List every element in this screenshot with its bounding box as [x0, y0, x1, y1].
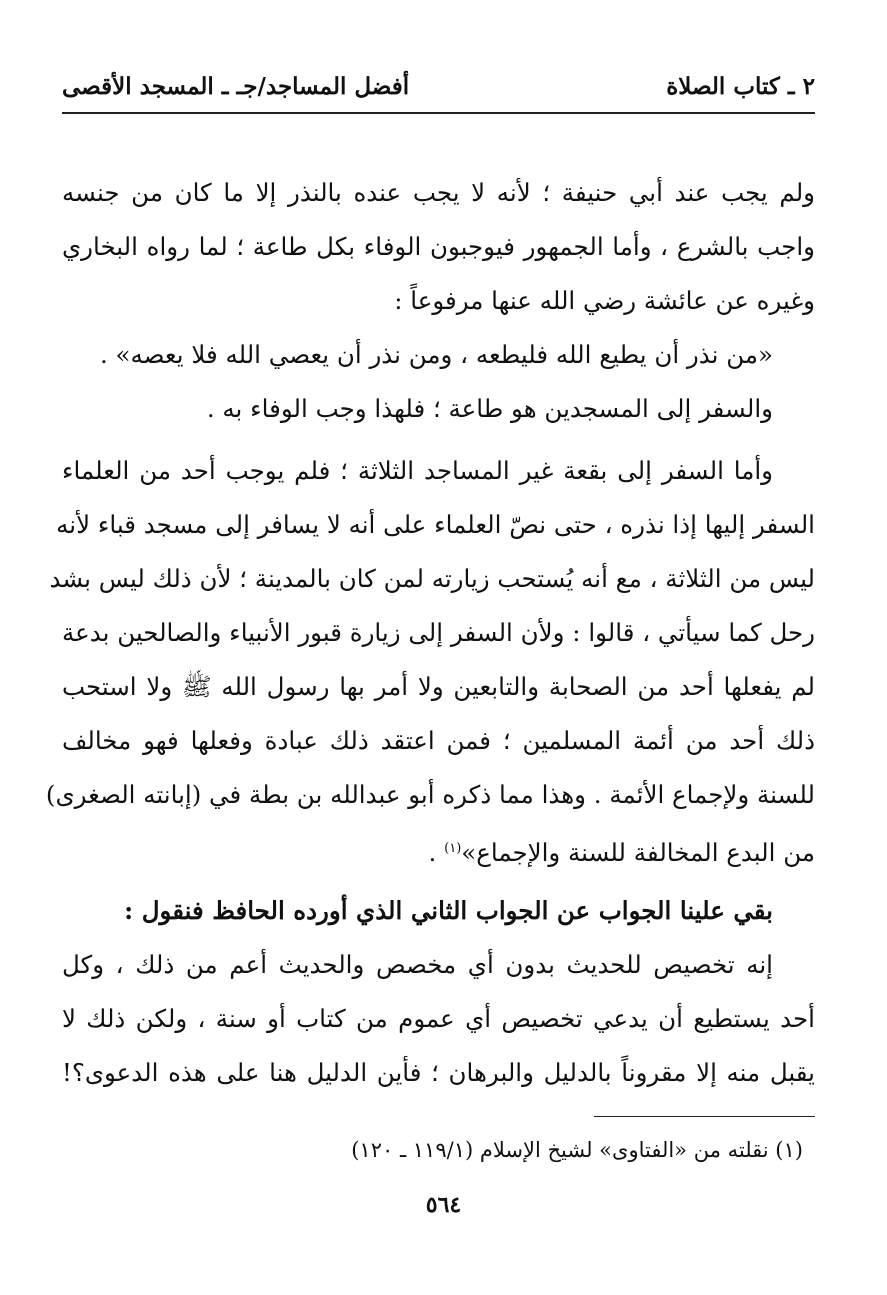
text-segment: . — [428, 838, 445, 868]
chapter-title: ٢ ـ كتاب الصلاة — [666, 72, 815, 100]
text-line: السفر إليها إذا نذره ، حتى نصّ العلماء على أنه لا يسافر إلى مسجد قباء لأنه — [56, 510, 815, 539]
footnote-ref: (١) — [444, 841, 462, 856]
text-line: ذلك أحد من أئمة المسلمين ؛ فمن اعتقد ذلك عبادة وفعلها فهو مخالف — [62, 726, 815, 755]
text-line: وأما السفر إلى بقعة غير المساجد الثلاثة ؛ فلم يوجب أحد من العلماء — [62, 456, 773, 485]
page-number: ٥٦٤ — [425, 1192, 462, 1218]
text-line: ولم يجب عند أبي حنيفة ؛ لأنه لا يجب عنده بالنذر إلا ما كان من جنسه — [62, 178, 815, 207]
main-text — [45, 166, 815, 1100]
footnote-divider — [594, 1116, 815, 1117]
text-line: ليس من الثلاثة ، مع أنه يُستحب زيارته لمن كان بالمدينة ؛ لأن ذلك ليس بشد — [49, 564, 815, 593]
text-line: إنه تخصيص للحديث بدون أي مخصص والحديث أعم من ذلك ، وكل — [62, 950, 773, 979]
running-header — [62, 64, 815, 108]
text-line: لم يفعلها أحد من الصحابة والتابعين ولا أمر بها رسول الله ﷺ ولا استحب — [62, 672, 815, 701]
text-line: والسفر إلى المسجدين هو طاعة ؛ فلهذا وجب الوفاء به . — [206, 394, 773, 423]
header-divider — [62, 112, 815, 114]
text-line: أحد يستطيع أن يدعي تخصيص أي عموم من كتاب أو سنة ، ولكن ذلك لا — [62, 1004, 815, 1033]
text-line: رحل كما سيأتي ، قالوا : ولأن السفر إلى زيارة قبور الأنبياء والصالحين بدعة — [62, 618, 815, 647]
text-line: وغيره عن عائشة رضي الله عنها مرفوعاً : — [394, 286, 815, 315]
text-line: للسنة ولإجماع الأئمة . وهذا مما ذكره أبو عبدالله بن بطة في (إبانته الصغرى) — [45, 780, 815, 809]
section-heading: بقي علينا الجواب عن الجواب الثاني الذي أورده الحافظ فنقول : — [124, 896, 773, 925]
text-segment: من البدع المخالفة للسنة والإجماع» — [461, 838, 815, 868]
text-line: يقبل منه إلا مقروناً بالدليل والبرهان ؛ فأين الدليل هنا على هذه الدعوى؟! — [62, 1058, 815, 1087]
hadith-quote: «من نذر أن يطيع الله فليطعه ، ومن نذر أن يعصي الله فلا يعصه» . — [99, 340, 773, 369]
footnote: (١) نقلته من «الفتاوى» لشيخ الإسلام (١١٩/١ ـ ١٢٠) — [351, 1138, 803, 1162]
text-line: واجب بالشرع ، وأما الجمهور فيوجبون الوفاء بكل طاعة ؛ لما رواه البخاري — [62, 232, 815, 261]
text-line — [62, 822, 815, 876]
section-title: أفضل المساجد/جـ ـ المسجد الأقصى — [62, 72, 410, 100]
